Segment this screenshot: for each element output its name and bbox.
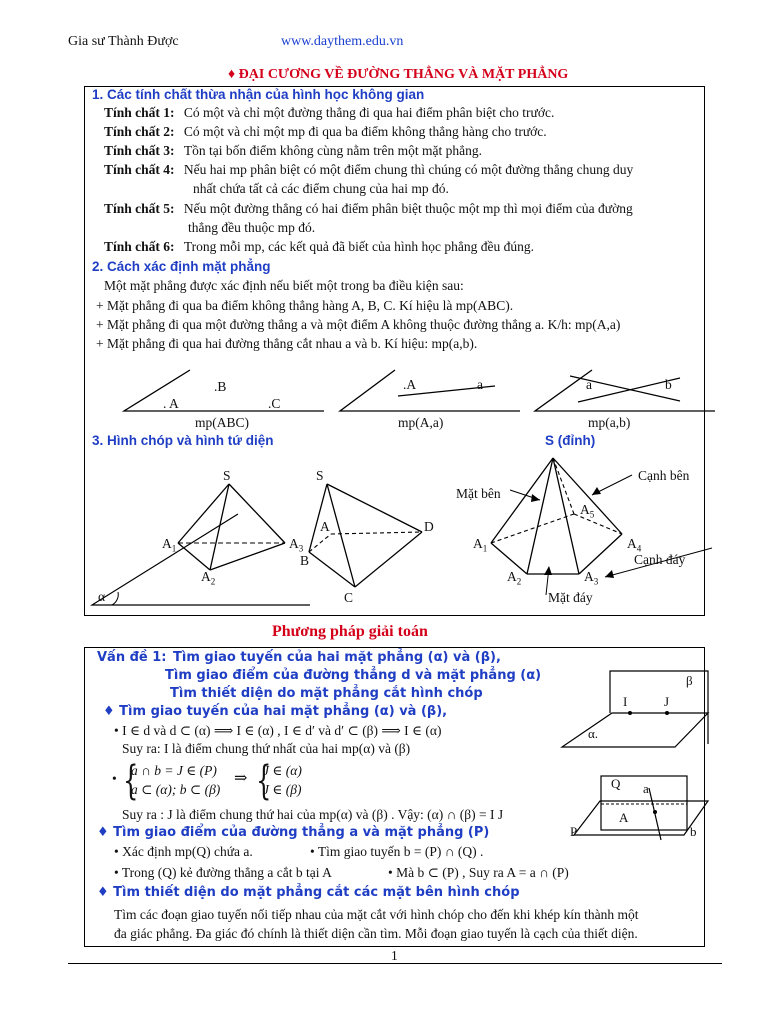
- first-common-point-rule: • I ∈ d và d ⊂ (α) ⟹ I ∈ (α) , I ∈ d′ và d′ ⊂ (β) ⟹ I ∈ (α): [114, 723, 442, 738]
- tetra2-a-label: A: [320, 519, 330, 534]
- page-number: 1: [391, 948, 398, 963]
- subheading-intersection-point: ♦ Tìm giao điểm của đường thẳng a và mặt phẳng (P): [97, 825, 490, 840]
- plane-condition-2: + Mặt phẳng đi qua một đường thẳng a và một điểm A không thuộc đường thẳng a. K/h: mp(A,a): [96, 317, 621, 332]
- point-a2-label: .A: [403, 377, 417, 392]
- subheading-intersection-line: ♦ Tìm giao tuyến của hai mặt phẳng (α) và (β),: [103, 704, 448, 719]
- line-a-label: a: [477, 377, 483, 392]
- tetra2-b-label: B: [300, 553, 310, 568]
- point-j-label: J: [664, 694, 670, 709]
- title-text: ĐẠI CƯƠNG VỀ ĐƯỜNG THẲNG VÀ MẶT PHẲNG: [238, 67, 569, 82]
- property-5-label: Tính chất 5:: [104, 201, 175, 216]
- tetra2-apex-label: S: [316, 468, 324, 483]
- alpha-plane-label: α.: [588, 726, 599, 741]
- system-left-1: a ∩ b = J ∈ (P): [131, 763, 217, 778]
- step-find-line-b: • Tìm giao tuyến b = (P) ∩ (Q) .: [310, 844, 484, 859]
- step-define-plane-q: • Xác định mp(Q) chứa a.: [114, 844, 253, 859]
- problem-line-1: Tìm giao tuyến của hai mặt phẳng (α) và (β),: [173, 650, 501, 665]
- problem-line-3: Tìm thiết diện do mặt phẳng cắt hình chóp: [170, 686, 483, 701]
- property-2-text: Có một và chỉ một mp đi qua ba điểm không thẳng hàng cho trước.: [183, 124, 547, 139]
- section2-heading: 2. Cách xác định mặt phẳng: [92, 259, 271, 274]
- pyramid-a2-label: $A_2$: [507, 569, 522, 587]
- beta-label: β: [686, 673, 693, 688]
- line-a-method-label: a: [643, 781, 649, 796]
- caption-mp-ab: mp(a,b): [588, 415, 631, 430]
- left-brace: {: [123, 758, 139, 804]
- lateral-edge-label: Cạnh bên: [638, 468, 690, 483]
- property-2-label: Tính chất 2:: [104, 124, 175, 139]
- tetra1-apex-label: S: [223, 468, 231, 483]
- q-plane-label: Q: [611, 776, 621, 791]
- system-right-2: J ∈ (β): [263, 782, 302, 797]
- plane-condition-1: + Mặt phẳng đi qua ba điểm không thẳng hàng A, B, C. Kí hiệu là mp(ABC).: [96, 298, 514, 313]
- property-5-text: Nếu một đường thẳng có hai điểm phân biệt thuộc một mp thì mọi điểm của đường: [183, 201, 633, 216]
- property-5-cont: thẳng đều thuộc mp đó.: [188, 220, 316, 235]
- tetra2-c-label: C: [344, 590, 354, 605]
- point-a-method-label: A: [619, 810, 629, 825]
- side-face-label: Mặt bên: [456, 486, 501, 501]
- problem-number: Vấn đề 1:: [97, 650, 167, 665]
- pyramid-a3-label: $A_3$: [584, 569, 599, 587]
- base-face-label: Mặt đáy: [548, 590, 593, 605]
- property-4-text: Nếu hai mp phân biệt có một điểm chung thì chúng có một đường thẳng chung duy: [183, 162, 634, 177]
- step-conclude-point: • Mà b ⊂ (P) , Suy ra A = a ∩ (P): [388, 865, 569, 880]
- property-3-text: Tồn tại bốn điểm không cùng nằm trên một mặt phẳng.: [183, 143, 482, 158]
- line-b-method-label: b: [690, 824, 697, 839]
- line-a3-label: a: [586, 377, 592, 392]
- property-4-label: Tính chất 4:: [104, 162, 175, 177]
- first-common-point-conclusion: Suy ra: I là điểm chung thứ nhất của hai mp(α) và (β): [122, 741, 411, 756]
- cross-section-text-1: Tìm các đoạn giao tuyến nối tiếp nhau của mặt cắt với hình chóp cho đến khi khép kín thành một: [114, 907, 639, 922]
- section3-heading: 3. Hình chóp và hình tứ diện: [92, 433, 274, 448]
- point-c-label: .C: [268, 396, 281, 411]
- system-right-1: J ∈ (α): [263, 763, 302, 778]
- method-title: Phương pháp giải toán: [272, 623, 428, 640]
- author-name: Gia sư Thành Được: [68, 34, 179, 49]
- pyramid-a4-label: $A_4$: [627, 536, 642, 554]
- tetra1-a2-label: $A_2$: [201, 569, 216, 587]
- right-brace: {: [256, 758, 272, 804]
- plane-alpha-outline: [562, 713, 708, 747]
- tetra1-a1-label: $A_1$: [162, 536, 177, 554]
- caption-mp-abc: mp(ABC): [195, 415, 249, 430]
- implies-arrow: ⇒: [234, 770, 248, 787]
- base-edge-label: Cạnh đáy: [634, 552, 686, 567]
- property-4-cont: nhất chứa tất cả các điểm chung của hai mp đó.: [193, 181, 449, 196]
- section2-intro: Một mặt phẳng được xác định nếu biết một trong ba điều kiện sau:: [104, 278, 464, 293]
- section1-heading: 1. Các tính chất thừa nhận của hình học không gian: [92, 87, 425, 102]
- property-1-text: Có một và chỉ một đường thẳng đi qua hai điểm phân biệt cho trước.: [183, 105, 555, 120]
- title-bullet: ♦: [228, 67, 236, 82]
- tetra2-d-label: D: [424, 519, 434, 534]
- pyramid-a1-label: $A_1$: [473, 536, 488, 554]
- alpha-label: α: [98, 589, 106, 604]
- property-6-label: Tính chất 6:: [104, 239, 175, 254]
- problem-line-2: Tìm giao điểm của đường thẳng d và mặt phẳng (α): [165, 668, 542, 683]
- point-b-label: .B: [214, 379, 227, 394]
- caption-mp-aa: mp(A,a): [398, 415, 444, 430]
- tetra1-a3-label: $A_3$: [289, 536, 304, 554]
- second-common-point-conclusion: Suy ra : J là điểm chung thứ hai của mp(α) và (β) . Vậy: (α) ∩ (β) = I J: [122, 807, 504, 822]
- plane-condition-3: + Mặt phẳng đi qua hai đường thẳng cắt nhau a và b. Kí hiệu: mp(a,b).: [96, 336, 478, 351]
- system-bullet: •: [112, 771, 117, 786]
- step-draw-line-a: • Trong (Q) kẻ đường thẳng a cắt b tại A: [114, 865, 332, 880]
- property-3-label: Tính chất 3:: [104, 143, 175, 158]
- site-url[interactable]: www.daythem.edu.vn: [281, 34, 404, 49]
- system-left-2: a ⊂ (α); b ⊂ (β): [131, 782, 221, 797]
- p-plane-label: P: [570, 824, 578, 839]
- line-b3-label: b: [665, 377, 672, 392]
- property-6-text: Trong mỗi mp, các kết quả đã biết của hình học phẳng đều đúng.: [183, 239, 534, 254]
- point-a-label: . A: [163, 396, 179, 411]
- property-1-label: Tính chất 1:: [104, 105, 175, 120]
- footer-divider: [68, 963, 722, 964]
- cross-section-text-2: đa giác phẳng. Đa giác đó chính là thiết diện cần tìm. Mỗi đoạn giao tuyến là cạch của thiết diện.: [114, 926, 638, 941]
- subheading-cross-section: ♦ Tìm thiết diện do mặt phẳng cắt các mặt bên hình chóp: [97, 885, 520, 900]
- point-i-label: I: [623, 694, 628, 709]
- apex-label: S (đỉnh): [545, 433, 596, 448]
- pyramid-a5-label: $A_5$: [580, 502, 595, 520]
